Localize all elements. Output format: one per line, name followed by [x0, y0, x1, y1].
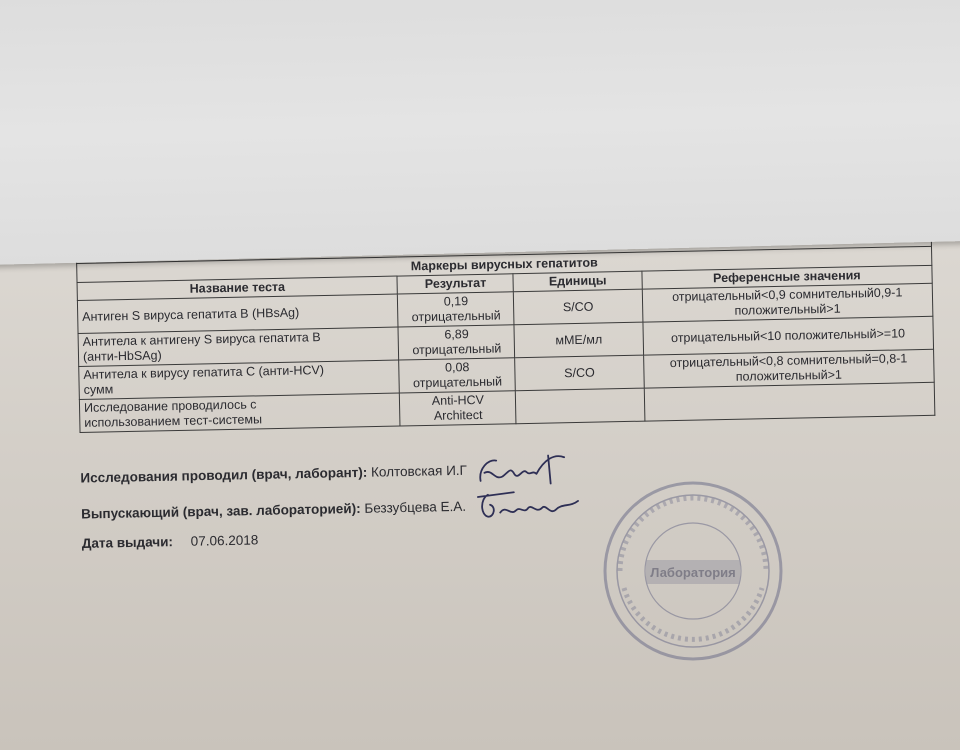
- row-reference: отрицательный<0,9 сомнительный0,9-1 положительный>1: [642, 283, 933, 322]
- document-content: [76, 239, 952, 567]
- row-reference: [644, 382, 935, 421]
- row-result: 6,89 отрицательный: [398, 325, 515, 360]
- header-reference: Референсные значения: [642, 265, 933, 289]
- row-test-name: Исследование проводилось с использованием тест-системы: [79, 393, 400, 432]
- results-table: [76, 239, 935, 433]
- released-by-name: Беззубцева Е.А.: [364, 498, 467, 516]
- row-units: [516, 388, 645, 424]
- row-result: 0,08 отрицательный: [399, 358, 516, 393]
- performed-by-name: Колтовская И.Г: [370, 462, 468, 480]
- row-units: S/CO: [514, 289, 643, 325]
- issue-date-label: Дата выдачи:: [81, 534, 174, 551]
- row-result: 0,19 отрицательный: [398, 292, 515, 327]
- row-test-name: Антитела к вирусу гепатита C (анти-HCV) сумм: [79, 360, 400, 399]
- round-stamp: [600, 478, 786, 664]
- folded-sheet: [0, 0, 960, 265]
- performed-by-label: Исследования проводил (врач, лаборант):: [80, 464, 368, 486]
- performed-by-line: [80, 441, 950, 484]
- row-result: Anti-HCV Architect: [400, 391, 517, 426]
- row-test-name: Антитела к антигену S вируса гепатита B (анти-HbSAg): [78, 327, 399, 366]
- document-footer: [80, 441, 952, 556]
- released-by-label: Выпускающий (врач, зав. лабораторией):: [81, 500, 361, 522]
- header-result: Результат: [397, 274, 513, 294]
- row-units: мМЕ/мл: [514, 322, 643, 358]
- row-units: S/CO: [515, 355, 644, 391]
- header-test-name: Название теста: [77, 276, 398, 300]
- header-units: Единицы: [513, 271, 641, 292]
- stamp-text: Лаборатория: [650, 565, 736, 580]
- row-reference: отрицательный<0,8 сомнительный=0,8-1 положительный>1: [643, 349, 934, 388]
- table-caption: Маркеры вирусных гепатитов: [77, 246, 932, 282]
- row-reference: отрицательный<10 положительный>=10: [643, 316, 934, 355]
- issue-date-value: 07.06.2018: [190, 532, 259, 549]
- row-test-name: Антиген S вируса гепатита B (HBsAg): [77, 294, 398, 333]
